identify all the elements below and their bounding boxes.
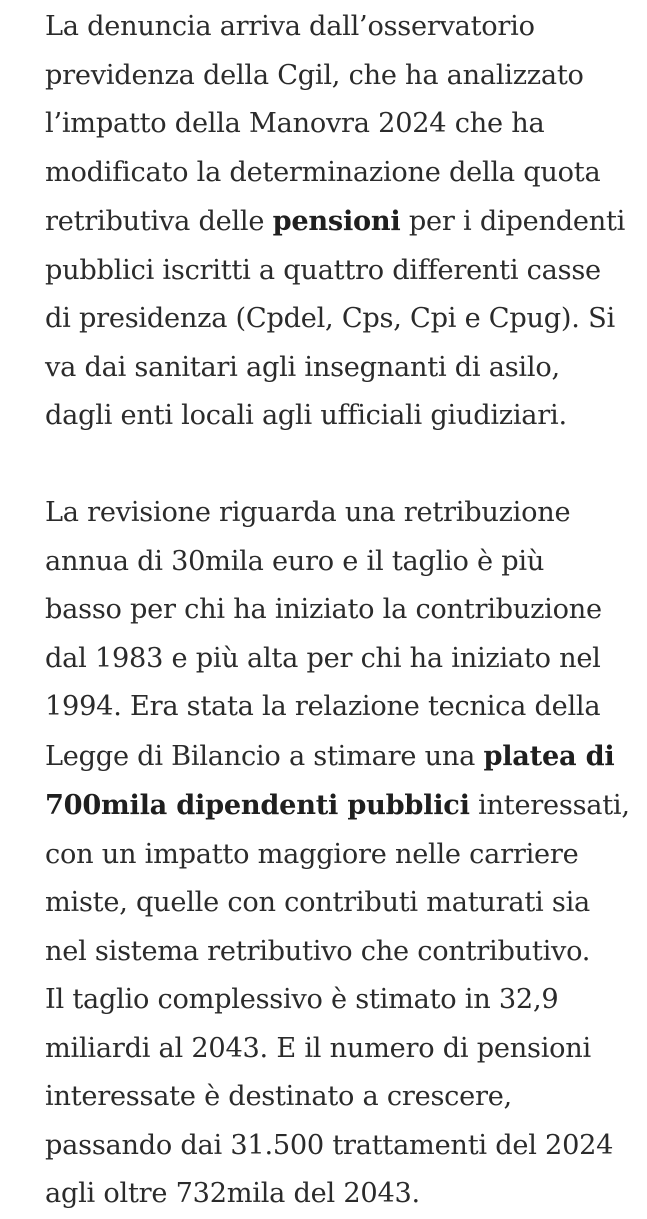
text-run: annua di 30mila euro e il taglio è più [45, 545, 545, 577]
text-run: La revisione riguarda una retribuzione [45, 497, 571, 528]
text-line [45, 149, 620, 198]
text-run: Il taglio complessivo è stimato in 32,9 [45, 984, 559, 1015]
text-line [45, 1170, 620, 1219]
text-run: basso per chi ha iniziato la contribuzione [45, 594, 602, 625]
text-run: passando dai 31.500 trattamenti del 2024 [45, 1129, 614, 1161]
text-run: pubblici iscritti a quattro differenti casse [45, 254, 601, 286]
text-run: interessate è destinato a crescere, [45, 1081, 512, 1112]
article-body [45, 0, 630, 1219]
text-line [45, 100, 620, 149]
text-line [45, 538, 620, 587]
text-line [45, 683, 620, 732]
text-line [45, 197, 626, 247]
text-line [45, 295, 620, 344]
text-line [45, 879, 620, 928]
text-line [45, 247, 620, 296]
bold-keyword: 700mila dipendenti pubblici [45, 789, 470, 821]
text-run: 1994. Era stata la relazione tecnica della [45, 691, 601, 722]
text-line [45, 1025, 620, 1074]
text-run: dagli enti locali agli ufficiali giudiziari. [45, 400, 567, 431]
text-line [45, 1122, 620, 1171]
text-line [45, 831, 620, 880]
paragraph-2 [45, 489, 630, 1219]
text-line [45, 586, 620, 635]
text-run: l’impatto della Manovra 2024 che ha [45, 108, 545, 139]
text-run: retributiva delle [45, 206, 273, 237]
text-run: dal 1983 e più alta per chi ha iniziato nel [45, 642, 601, 674]
bold-keyword: pensioni [272, 205, 401, 237]
text-run: con un impatto maggiore nelle carriere [45, 838, 579, 870]
text-run: interessati, [469, 790, 630, 821]
text-run: miliardi al 2043. E il numero di pensioni [45, 1032, 591, 1064]
text-run: agli oltre 732mila del 2043. [45, 1178, 420, 1209]
text-line [45, 344, 620, 393]
text-run: va dai sanitari agli insegnanti di asilo, [45, 351, 560, 383]
text-line [45, 732, 620, 782]
text-run: Legge di Bilancio a stimare una [45, 740, 484, 772]
text-line [45, 392, 620, 441]
text-line [45, 1073, 620, 1122]
text-run: nel sistema retributivo che contributivo. [45, 935, 591, 967]
text-line [45, 976, 620, 1025]
text-run: di presidenza (Cpdel, Cps, Cpi e Cpug). Si [45, 303, 615, 334]
text-run: modificato la determinazione della quota [45, 156, 601, 188]
text-run: previdenza della Cgil, che ha analizzato [45, 59, 584, 91]
text-run: miste, quelle con contributi maturati sia [45, 887, 590, 918]
text-line [45, 781, 630, 831]
text-line [45, 52, 620, 101]
text-line [45, 489, 620, 538]
text-run: La denuncia arriva dall’osservatorio [45, 11, 535, 42]
paragraph-1 [45, 0, 626, 441]
text-run: per i dipendenti [400, 206, 626, 237]
text-line [45, 3, 620, 52]
bold-keyword: platea di [483, 739, 615, 772]
text-line [45, 928, 620, 977]
text-line [45, 635, 620, 684]
